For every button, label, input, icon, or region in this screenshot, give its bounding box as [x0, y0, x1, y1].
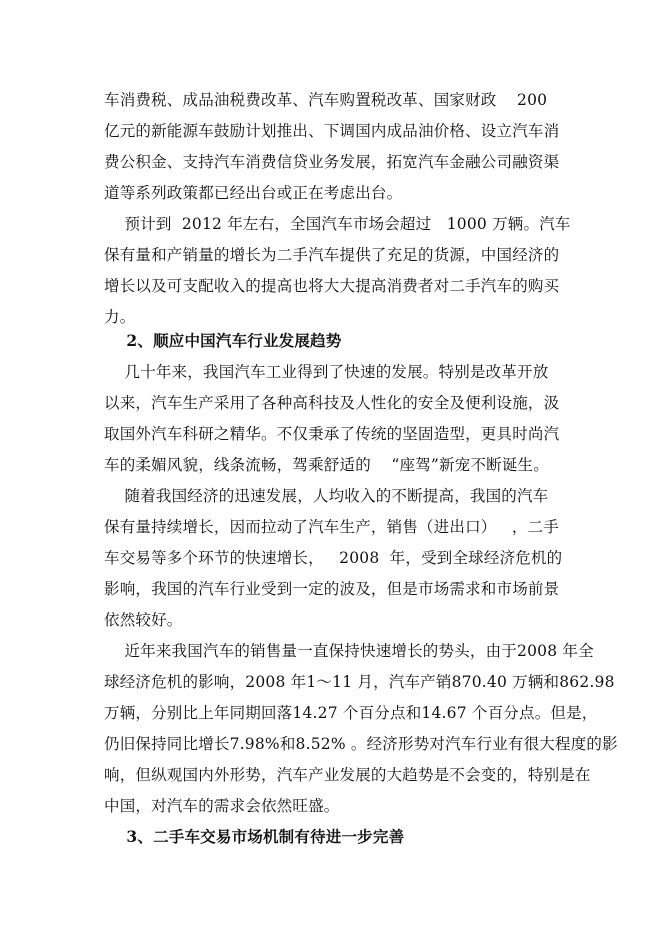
text-line: 保有量和产销量的增长为二手汽车提供了充足的货源，中国经济的 [104, 246, 560, 264]
text-line: 响，但纵观国内外形势，汽车产业发展的大趋势是不会变的，特别是在 [104, 766, 591, 784]
text-line: 依然较好。 [104, 611, 183, 629]
text-line: 保有量持续增长，因而拉动了汽车生产，销售（进出口） ，二手 [104, 518, 559, 536]
text-line: 亿元的新能源车鼓励计划推出、下调国内成品油价格、设立汽车消 [104, 122, 560, 140]
section-heading: 3、二手车交易市场机制有待进一步完善 [104, 827, 405, 846]
text-line: 预计到 2012 年左右，全国汽车市场会超过 1000 万辆。汽车 [104, 215, 571, 233]
text-line: 增长以及可支配收入的提高也将大大提高消费者对二手汽车的购买 [104, 277, 560, 295]
text-line: 车消费税、成品油税费改革、汽车购置税改革、国家财政 200 [104, 91, 548, 109]
text-line: 随着我国经济的迅速发展，人均收入的不断提高，我国的汽车 [104, 487, 549, 505]
text-line: 以来，汽车生产采用了各种高科技及人性化的安全及便利设施，汲 [104, 394, 560, 412]
text-line: 仍旧保持同比增长7.98%和8.52% 。经济形势对汽车行业有很大程度的影 [104, 735, 618, 753]
text-line: 取国外汽车科研之精华。不仅秉承了传统的坚固造型，更具时尚汽 [104, 425, 560, 443]
text-line: 车的柔媚风貌，线条流畅，驾乘舒适的 “座驾”新宠不断诞生。 [104, 456, 549, 474]
text-line: 车交易等多个环节的快速增长， 2008 年，受到全球经济危机的 [104, 549, 563, 567]
text-line: 近年来我国汽车的销售量一直保持快速增长的势头，由于2008 年全 [104, 642, 594, 660]
text-line: 球经济危机的影响，2008 年1～11 月，汽车产销870.40 万辆和862.98 [104, 673, 615, 691]
text-line: 道等系列政策都已经出台或正在考虑出台。 [104, 184, 403, 202]
text-line: 万辆，分别比上年同期回落14.27 个百分点和14.67 个百分点。但是， [104, 704, 598, 722]
text-line: 影响，我国的汽车行业受到一定的波及，但是市场需求和市场前景 [104, 580, 560, 598]
text-line: 几十年来，我国汽车工业得到了快速的发展。特别是改革开放 [104, 363, 549, 381]
text-line: 力。 [104, 308, 136, 326]
text-line: 中国，对汽车的需求会依然旺盛。 [104, 797, 340, 815]
text-line: 费公积金、支持汽车消费信贷业务发展，拓宽汽车金融公司融资渠 [104, 153, 560, 171]
section-heading: 2、顺应中国汽车行业发展趋势 [104, 331, 342, 350]
